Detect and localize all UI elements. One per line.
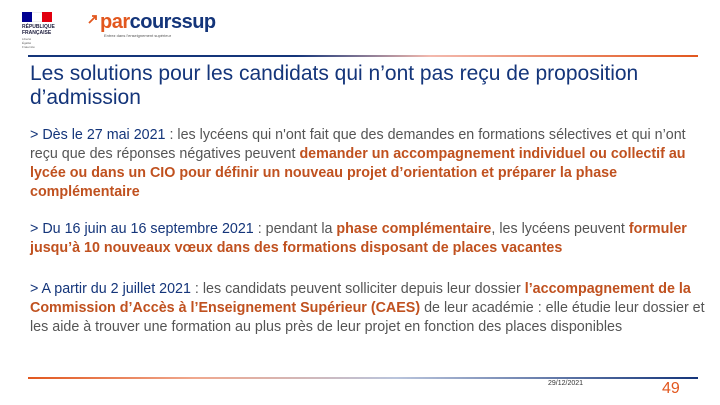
republique-line2: FRANÇAISE: [22, 30, 52, 36]
paragraph-text: : les lycéens qui n'ont fait que des demandes en formations sélectives et qui n’ont reçu que des réponses négatives peuvent: [30, 127, 686, 162]
paragraph-lead: > Dès le 27 mai 2021: [30, 127, 166, 143]
republique-motto: [22, 37, 62, 49]
parcoursup-logo: [90, 12, 216, 40]
motto-egalite: Égalité: [22, 41, 32, 45]
wordmark-cours: cours: [129, 11, 182, 33]
motto-fraternite: Fraternité: [22, 45, 35, 49]
paragraph-16-juin: [30, 220, 705, 258]
paragraph-text: de leur académie : elle étudie leur dossier et les aide à trouver une formation au plus près de leur projet en fonction des places disponibles: [30, 300, 705, 335]
paragraph-lead: > Du 16 juin au 16 septembre 2021: [30, 221, 254, 237]
paragraph-emphasis: demander un accompagnement individuel ou collectif au lycée ou dans un CIO pour définir un nouveau projet d’orientation et préparer la phase complémentaire: [30, 146, 686, 200]
paragraph-27-mai: [30, 126, 705, 202]
paragraph-lead: > A partir du 2 juillet 2021: [30, 281, 191, 297]
republique-francaise-logo: [22, 12, 62, 48]
paragraph-emphasis: l’accompagnement de la Commission d’Accès à l’Enseignement Supérieur (CAES): [30, 281, 691, 316]
motto-liberte: Liberté: [22, 37, 32, 41]
paragraph-text: : pendant la: [253, 221, 337, 237]
paragraph-emphasis: formuler jusqu’à 10 nouveaux vœux dans des formations disposant de places vacantes: [30, 221, 687, 256]
parcoursup-arrow-icon: [88, 14, 98, 24]
page-number: 49: [662, 380, 680, 397]
wordmark-par: par: [100, 11, 130, 33]
republique-label: [22, 24, 62, 36]
paragraph-text: : les candidats peuvent solliciter depuis leur dossier: [190, 281, 525, 297]
footer-date: 29/12/2021: [548, 380, 584, 387]
paragraph-2-juillet: [30, 280, 705, 337]
wordmark-sup: sup: [181, 11, 216, 33]
parcoursup-tagline: Entrez dans l'enseignement supérieur: [104, 33, 172, 38]
paragraph-text: , les lycéens peuvent: [491, 221, 629, 237]
slide-title: Les solutions pour les candidats qui n’ont pas reçu de proposition d’admission: [30, 62, 639, 109]
parcoursup-wordmark: [90, 12, 216, 32]
republique-line1: RÉPUBLIQUE: [22, 24, 55, 30]
paragraph-emphasis: phase complémentaire: [336, 221, 492, 237]
french-flag-icon: [22, 12, 52, 22]
header-divider: [28, 55, 698, 57]
footer-divider: [28, 377, 698, 379]
